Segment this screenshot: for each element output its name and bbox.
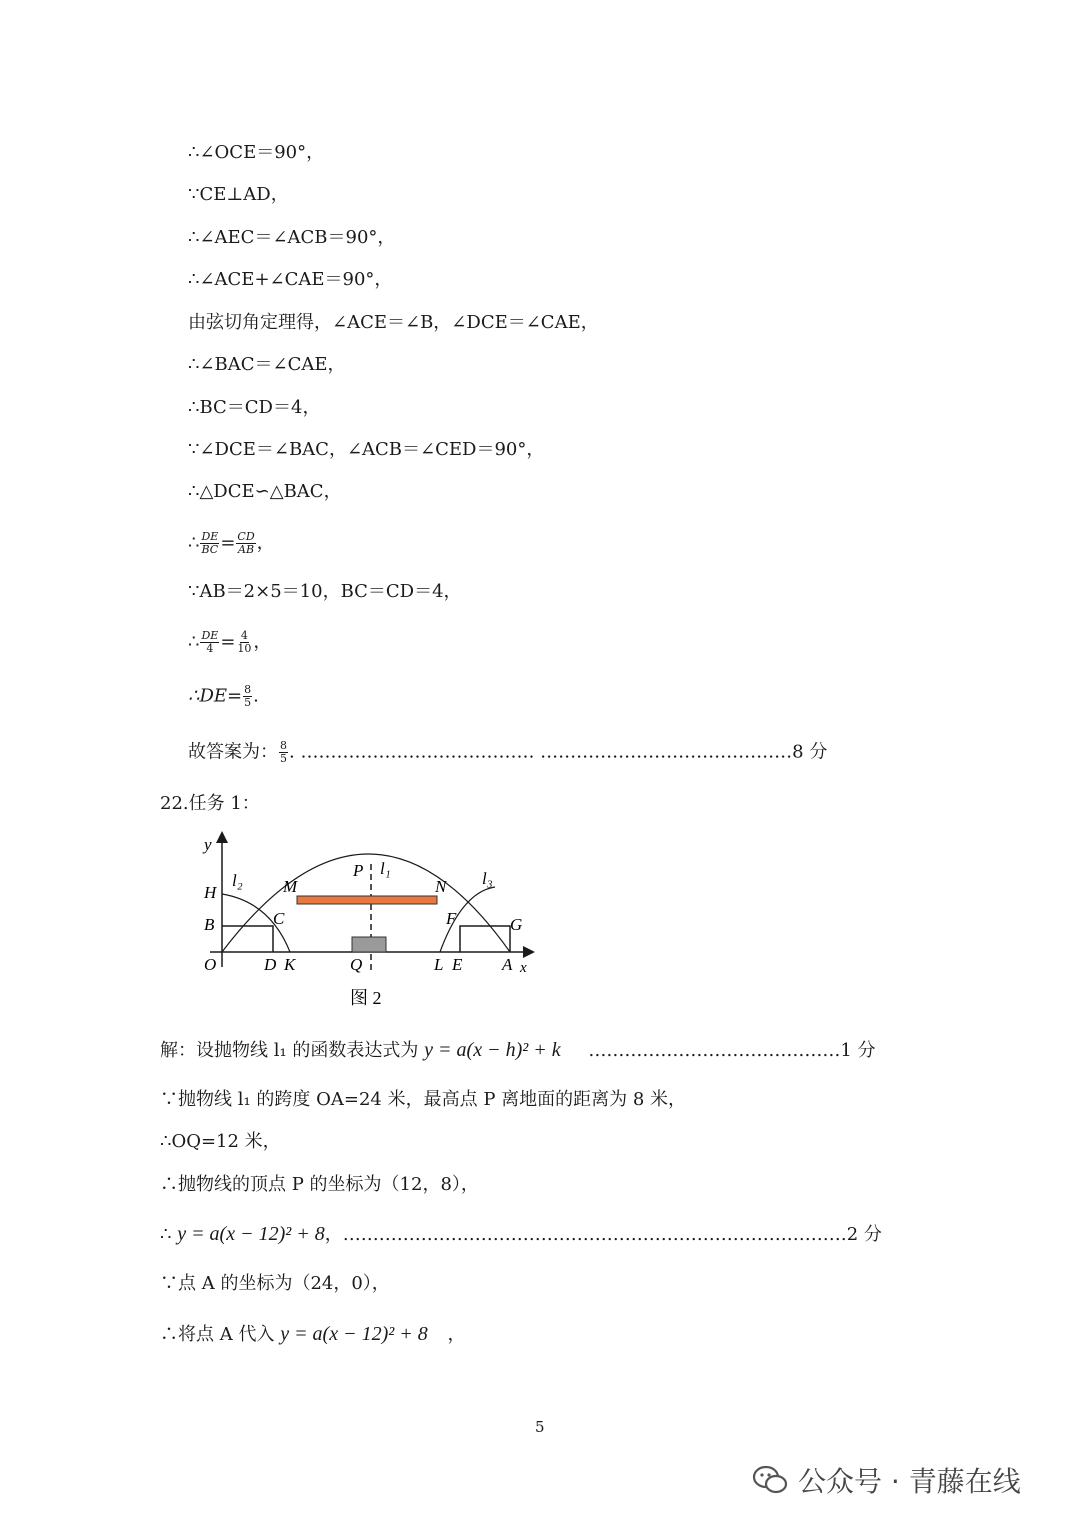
line-ratio-1: ∴ $\frac{DE}{BC}$ = $\frac{CD}{AB}$ ， [188, 530, 275, 556]
fraction-de-bc: $\frac{DE}{BC}$ [201, 530, 219, 556]
wechat-icon [752, 1465, 788, 1495]
label-M: M [283, 877, 298, 896]
line-answer: 故答案为： $\frac{8}{5}$ . ………………………………… ……………………………………8 分 [188, 739, 828, 765]
line-bc-cd: ∴BC＝CD＝4， [188, 397, 321, 418]
label-x: x [520, 960, 527, 976]
fraction-4-10: $\frac{4}{10}$ [237, 629, 252, 655]
label-N: N [435, 877, 447, 896]
label-H: H [204, 883, 217, 902]
line-de-result: ∴DE= $\frac{8}{5}$ . [188, 683, 259, 709]
fraction-answer: $\frac{8}{5}$ [280, 739, 287, 765]
watermark [752, 1460, 1021, 1500]
label-L: L [434, 955, 444, 974]
parabola-figure [190, 822, 550, 1012]
label-F: F [446, 909, 457, 928]
line-ocw: ∴∠OCE＝90°， [188, 142, 325, 163]
line-ace-cae: ∴∠ACE+∠CAE＝90°， [188, 269, 393, 290]
label-C: C [273, 909, 285, 928]
line-similar: ∴△DCE∽△BAC， [188, 481, 342, 502]
line-tangent-theorem: 由弦切角定理得，∠ACE＝∠B，∠DCE＝∠CAE， [188, 312, 599, 333]
label-y: y [204, 835, 212, 854]
line-vertex: ∴抛物线的顶点 P 的坐标为（12，8）， [160, 1174, 479, 1195]
line-set-function: 解：设抛物线 l₁ 的函数表达式为 y = a(x − h)² + k ……………………………………1 分 [160, 1039, 876, 1061]
label-A: A [502, 955, 513, 974]
label-O: O [204, 955, 217, 974]
rect-right [460, 926, 510, 952]
line-ab-value: ∵AB＝2×5＝10，BC＝CD＝4， [188, 581, 462, 602]
label-P: P [353, 861, 364, 880]
line-ce-perp: ∵CE⊥AD， [188, 184, 289, 205]
label-D: D [264, 955, 277, 974]
line-ratio-2: ∴ $\frac{DE}{4}$ = $\frac{4}{10}$ ， [188, 629, 272, 655]
label-B: B [204, 915, 215, 934]
label-l2: l₂ [232, 871, 243, 890]
label-G: G [510, 915, 523, 934]
fraction-cd-ab: $\frac{CD}{AB}$ [237, 530, 255, 556]
rect-left [222, 926, 273, 952]
task-heading: 22.任务 1： [160, 793, 260, 814]
label-l3: l₃ [482, 869, 493, 888]
line-bac: ∴∠BAC＝∠CAE， [188, 354, 346, 375]
orange-bar [297, 896, 437, 904]
label-l1: l₁ [380, 859, 391, 878]
gray-block [352, 937, 386, 952]
line-vertex-form: ∴ y = a(x − 12)² + 8，…………………………………………………………………………2 分 [160, 1223, 882, 1245]
label-E: E [452, 955, 463, 974]
line-substitute: ∴将点 A 代入 y = a(x − 12)² + 8 ， [160, 1323, 466, 1345]
line-aec: ∴∠AEC＝∠ACB＝90°， [188, 227, 396, 248]
line-dce-bac: ∵∠DCE＝∠BAC，∠ACB＝∠CED＝90°， [188, 439, 545, 460]
label-K: K [284, 955, 296, 974]
watermark-text: 公众号 · 青藤在线 [798, 1465, 1021, 1498]
fraction-de-4: $\frac{DE}{4}$ [201, 629, 219, 655]
line-span: ∵抛物线 l₁ 的跨度 OA=24 米，最高点 P 离地面的距离为 8 米， [160, 1089, 687, 1110]
figure-caption: 图 2 [350, 988, 382, 1008]
page-number: 5 [535, 1418, 545, 1436]
line-point-a: ∵点 A 的坐标为（24，0）， [160, 1273, 390, 1294]
line-oq: ∴OQ=12 米， [160, 1131, 281, 1152]
fraction-8-5: $\frac{8}{5}$ [244, 683, 252, 709]
label-Q: Q [350, 955, 363, 974]
